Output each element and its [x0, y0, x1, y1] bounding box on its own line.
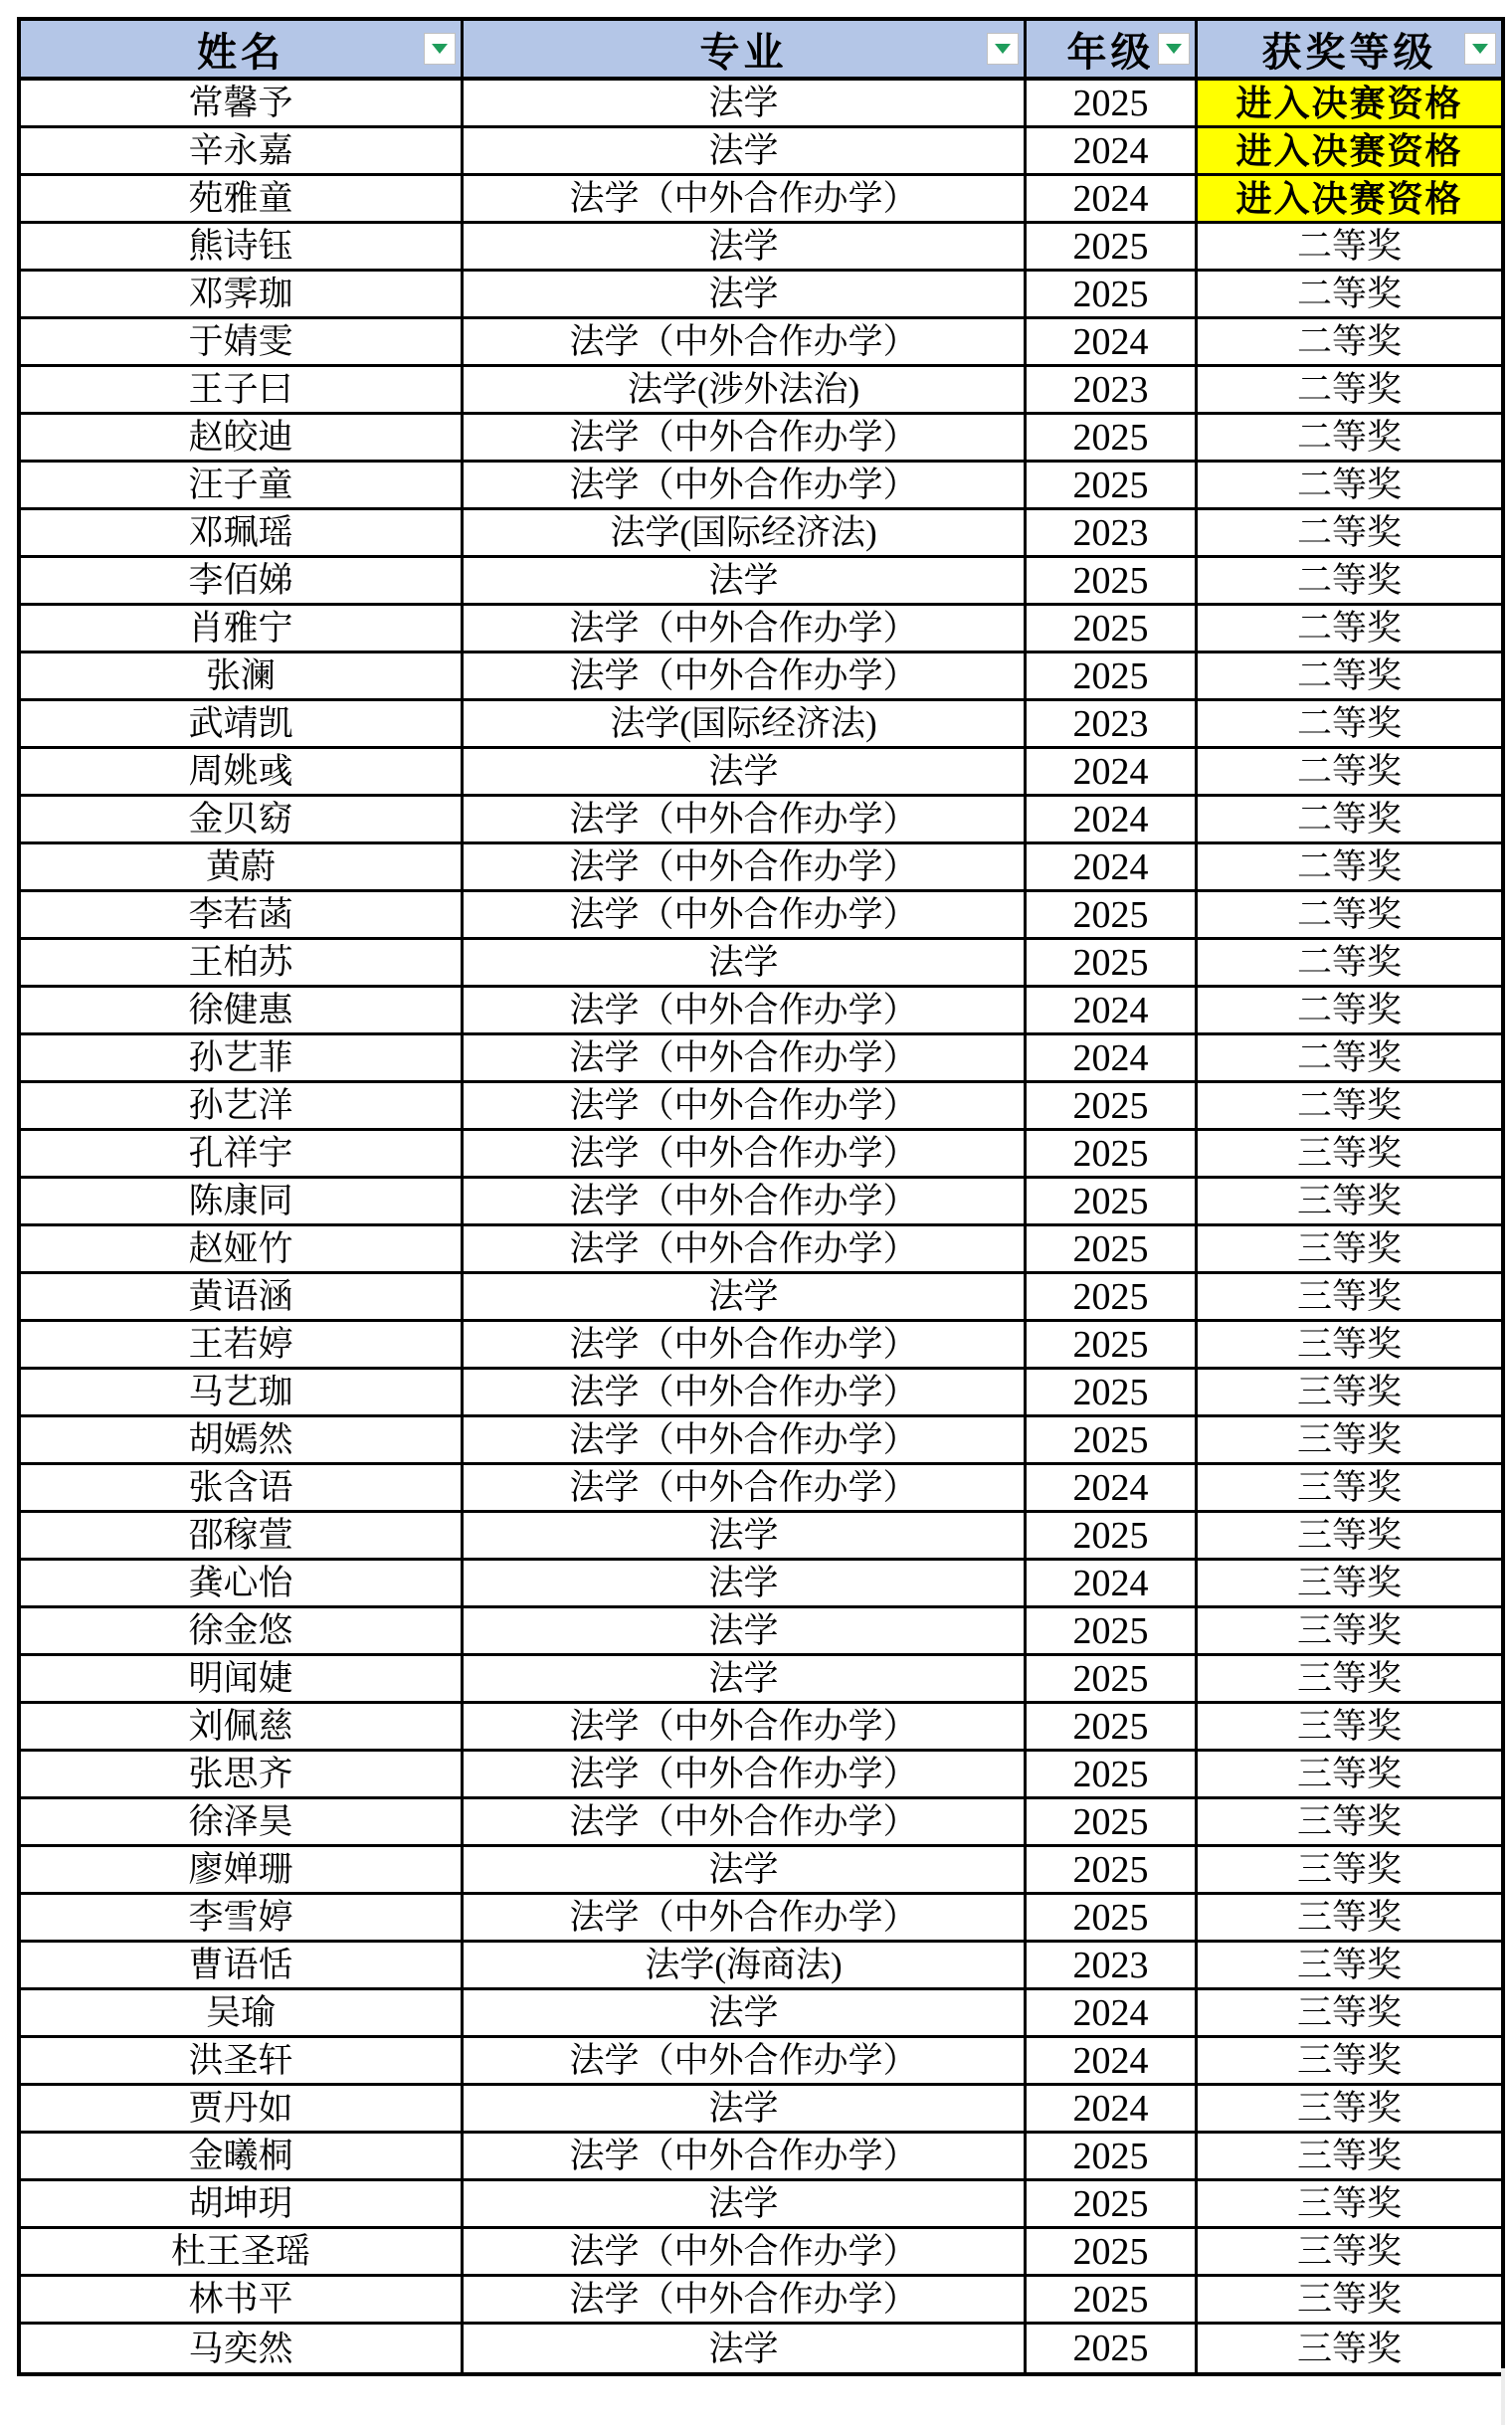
cell-major[interactable]: 法学（中外合作办学）: [464, 1895, 1027, 1940]
cell-major[interactable]: 法学（中外合作办学）: [464, 415, 1027, 460]
awards-table: [17, 17, 1505, 2376]
cell-major[interactable]: 法学: [464, 558, 1027, 603]
cell-major[interactable]: 法学（中外合作办学）: [464, 319, 1027, 364]
filter-dropdown-arrow-icon: [1472, 44, 1488, 54]
cell-name[interactable]: 廖婵珊: [21, 1847, 464, 1892]
cell-grade[interactable]: 2024: [1027, 1990, 1198, 2035]
cell-award[interactable]: 三等奖: [1296, 2089, 1402, 2128]
cell-award[interactable]: 三等奖: [1296, 1516, 1402, 1555]
cell-name[interactable]: 明闻婕: [21, 1656, 464, 1701]
table-row: [21, 558, 1501, 606]
cell-name[interactable]: 邓霁珈: [21, 272, 464, 316]
cell-major[interactable]: 法学: [464, 749, 1027, 794]
cell-grade[interactable]: 2024: [1027, 988, 1198, 1032]
cell-award[interactable]: 三等奖: [1296, 1325, 1402, 1364]
cell-grade[interactable]: 2025: [1027, 1799, 1198, 1844]
cell-name[interactable]: 黄语涵: [21, 1274, 464, 1319]
cell-award[interactable]: 二等奖: [1296, 275, 1402, 313]
cell-name[interactable]: 龚心怡: [21, 1561, 464, 1605]
cell-award[interactable]: 三等奖: [1296, 2329, 1402, 2368]
cell-grade[interactable]: 2025: [1027, 2134, 1198, 2178]
cell-grade[interactable]: 2025: [1027, 1417, 1198, 1462]
cell-major[interactable]: 法学（中外合作办学）: [464, 463, 1027, 507]
cell-grade[interactable]: 2024: [1027, 2086, 1198, 2131]
cell-major[interactable]: 法学: [464, 1608, 1027, 1653]
cell-award[interactable]: 二等奖: [1296, 609, 1402, 648]
cell-grade[interactable]: 2025: [1027, 2277, 1198, 2322]
cell-name[interactable]: 胡嫣然: [21, 1417, 464, 1462]
cell-name[interactable]: 徐金悠: [21, 1608, 464, 1653]
table-row: [21, 2181, 1501, 2229]
cell-grade[interactable]: 2025: [1027, 463, 1198, 507]
table-row: [21, 1895, 1501, 1943]
cell-name[interactable]: 熊诗钰: [21, 224, 464, 269]
cell-name[interactable]: 孙艺洋: [21, 1083, 464, 1128]
cell-grade[interactable]: 2024: [1027, 1465, 1198, 1510]
cell-major[interactable]: 法学: [464, 2325, 1027, 2372]
cell-award[interactable]: 三等奖: [1296, 1420, 1402, 1459]
cell-grade[interactable]: 2025: [1027, 272, 1198, 316]
cell-major[interactable]: 法学（中外合作办学）: [464, 844, 1027, 889]
cell-name[interactable]: 苑雅童: [21, 176, 464, 221]
cell-name[interactable]: 洪圣轩: [21, 2038, 464, 2083]
cell-award[interactable]: 三等奖: [1296, 1611, 1402, 1650]
table-row: [21, 1799, 1501, 1847]
table-row: [21, 1226, 1501, 1274]
cell-name[interactable]: 李若菡: [21, 892, 464, 937]
cell-major[interactable]: 法学: [464, 1990, 1027, 2035]
cell-name[interactable]: 王柏苏: [21, 940, 464, 985]
cell-grade[interactable]: 2025: [1027, 81, 1198, 125]
cell-major[interactable]: 法学（中外合作办学）: [464, 1035, 1027, 1080]
cell-award[interactable]: 三等奖: [1296, 1946, 1402, 1984]
cell-name[interactable]: 张澜: [21, 653, 464, 698]
table-row: [21, 2038, 1501, 2086]
cell-award[interactable]: 三等奖: [1296, 2280, 1402, 2319]
table-row: [21, 1035, 1501, 1083]
cell-grade[interactable]: 2025: [1027, 2229, 1198, 2274]
cell-award[interactable]: 三等奖: [1296, 1468, 1402, 1507]
cell-major[interactable]: 法学（中外合作办学）: [464, 2038, 1027, 2083]
cell-award[interactable]: 三等奖: [1296, 2041, 1402, 2080]
cell-grade[interactable]: 2024: [1027, 176, 1198, 221]
cell-major[interactable]: 法学（中外合作办学）: [464, 1752, 1027, 1796]
cell-award[interactable]: 二等奖: [1296, 370, 1402, 409]
cell-major[interactable]: 法学: [464, 81, 1027, 125]
cell-grade[interactable]: 2025: [1027, 415, 1198, 460]
filter-dropdown-button-major[interactable]: [987, 33, 1019, 65]
column-header-label: 年级: [1066, 30, 1155, 75]
filter-dropdown-button-grade[interactable]: [1158, 33, 1190, 65]
cell-grade[interactable]: 2024: [1027, 797, 1198, 841]
table-row: [21, 272, 1501, 319]
table-body: [21, 81, 1501, 2372]
table-row: [21, 1752, 1501, 1799]
cell-award[interactable]: 二等奖: [1296, 800, 1402, 839]
cell-name[interactable]: 刘佩慈: [21, 1704, 464, 1749]
table-row: [21, 892, 1501, 940]
cell-major[interactable]: 法学(国际经济法): [464, 510, 1027, 555]
cell-name[interactable]: 王若婷: [21, 1322, 464, 1367]
cell-major[interactable]: 法学(国际经济法): [464, 701, 1027, 746]
table-row: [21, 176, 1501, 224]
table-row: [21, 2134, 1501, 2181]
cell-grade[interactable]: 2025: [1027, 224, 1198, 269]
cell-award[interactable]: 三等奖: [1296, 1182, 1402, 1220]
table-row: [21, 1131, 1501, 1179]
cell-major[interactable]: 法学: [464, 1274, 1027, 1319]
cell-major[interactable]: 法学（中外合作办学）: [464, 1465, 1027, 1510]
cell-name[interactable]: 马奕然: [21, 2325, 464, 2372]
cell-name[interactable]: 肖雅宁: [21, 606, 464, 651]
cell-name[interactable]: 于婧雯: [21, 319, 464, 364]
cell-grade[interactable]: 2025: [1027, 940, 1198, 985]
table-row: [21, 988, 1501, 1035]
cell-name[interactable]: 汪子童: [21, 463, 464, 507]
cell-major[interactable]: 法学（中外合作办学）: [464, 1370, 1027, 1414]
cell-name[interactable]: 张思齐: [21, 1752, 464, 1796]
cell-grade[interactable]: 2024: [1027, 749, 1198, 794]
cell-award[interactable]: 三等奖: [1296, 1707, 1402, 1746]
cell-name[interactable]: 陈康同: [21, 1179, 464, 1223]
table-row: [21, 1704, 1501, 1752]
cell-award[interactable]: 三等奖: [1296, 1802, 1402, 1841]
cell-grade[interactable]: 2025: [1027, 1608, 1198, 1653]
table-row: [21, 940, 1501, 988]
cell-major[interactable]: 法学（中外合作办学）: [464, 1226, 1027, 1271]
column-header-label: 获奖等级: [1261, 30, 1437, 75]
cell-grade[interactable]: 2025: [1027, 2181, 1198, 2226]
cell-major[interactable]: 法学: [464, 1847, 1027, 1892]
cell-name[interactable]: 邓珮瑶: [21, 510, 464, 555]
cell-award[interactable]: 三等奖: [1296, 1755, 1402, 1793]
table-row: [21, 463, 1501, 510]
cell-major[interactable]: 法学: [464, 1656, 1027, 1701]
cell-grade[interactable]: 2025: [1027, 1656, 1198, 1701]
cell-award[interactable]: 二等奖: [1296, 322, 1402, 361]
cell-name[interactable]: 武靖凯: [21, 701, 464, 746]
cell-grade[interactable]: 2025: [1027, 558, 1198, 603]
filter-dropdown-arrow-icon: [995, 44, 1011, 54]
cell-name[interactable]: 辛永嘉: [21, 128, 464, 173]
cell-award[interactable]: 三等奖: [1296, 1659, 1402, 1698]
cell-name[interactable]: 周姚彧: [21, 749, 464, 794]
cell-grade[interactable]: 2025: [1027, 1322, 1198, 1367]
cell-name[interactable]: 赵皎迪: [21, 415, 464, 460]
cell-award[interactable]: 二等奖: [1296, 895, 1402, 934]
cell-major[interactable]: 法学: [464, 128, 1027, 173]
cell-major[interactable]: 法学（中外合作办学）: [464, 1417, 1027, 1462]
cell-major[interactable]: 法学: [464, 2086, 1027, 2131]
column-header-name[interactable]: [21, 21, 464, 77]
cell-name[interactable]: 曹语恬: [21, 1943, 464, 1987]
cell-major[interactable]: 法学（中外合作办学）: [464, 1083, 1027, 1128]
table-row: [21, 415, 1501, 463]
cell-major[interactable]: 法学: [464, 224, 1027, 269]
table-row: [21, 1322, 1501, 1370]
column-header-major[interactable]: [464, 21, 1027, 77]
cell-award[interactable]: 二等奖: [1296, 227, 1402, 266]
table-row: [21, 1179, 1501, 1226]
table-row: [21, 749, 1501, 797]
cell-major[interactable]: 法学（中外合作办学）: [464, 2277, 1027, 2322]
cell-major[interactable]: 法学: [464, 2181, 1027, 2226]
cell-name[interactable]: 常馨予: [21, 81, 464, 125]
table-row: [21, 1561, 1501, 1608]
cell-name[interactable]: 赵娅竹: [21, 1226, 464, 1271]
cell-grade[interactable]: 2024: [1027, 319, 1198, 364]
table-row: [21, 701, 1501, 749]
table-row: [21, 2086, 1501, 2134]
cell-award[interactable]: 二等奖: [1296, 847, 1402, 886]
cell-name[interactable]: 王子曰: [21, 367, 464, 412]
cell-grade[interactable]: 2025: [1027, 1370, 1198, 1414]
table-row: [21, 1513, 1501, 1561]
cell-grade[interactable]: 2025: [1027, 1083, 1198, 1128]
table-row: [21, 1465, 1501, 1513]
table-row: [21, 797, 1501, 844]
cell-grade[interactable]: 2024: [1027, 128, 1198, 173]
cell-award[interactable]: 三等奖: [1296, 2184, 1402, 2223]
table-row: [21, 1608, 1501, 1656]
cell-name[interactable]: 林书平: [21, 2277, 464, 2322]
cell-award[interactable]: 三等奖: [1296, 1229, 1402, 1268]
cell-grade[interactable]: 2025: [1027, 1752, 1198, 1796]
cell-grade[interactable]: 2023: [1027, 510, 1198, 555]
cell-name[interactable]: 李雪婷: [21, 1895, 464, 1940]
table-row: [21, 653, 1501, 701]
column-header-grade[interactable]: [1027, 21, 1198, 77]
filter-dropdown-arrow-icon: [432, 44, 448, 54]
cell-name[interactable]: 孔祥宇: [21, 1131, 464, 1176]
table-row: [21, 1417, 1501, 1465]
cell-grade[interactable]: 2023: [1027, 701, 1198, 746]
cell-major[interactable]: 法学（中外合作办学）: [464, 1322, 1027, 1367]
table-row: [21, 1990, 1501, 2038]
cell-award[interactable]: 二等奖: [1296, 752, 1402, 791]
cell-award[interactable]: 二等奖: [1296, 418, 1402, 457]
filter-dropdown-arrow-icon: [1166, 44, 1182, 54]
cell-major[interactable]: 法学(海商法): [464, 1943, 1027, 1987]
table-row: [21, 2277, 1501, 2325]
cell-award[interactable]: 二等奖: [1296, 513, 1402, 552]
cell-major[interactable]: 法学（中外合作办学）: [464, 988, 1027, 1032]
table-row: [21, 1847, 1501, 1895]
gridline-artifact: [1501, 2368, 1505, 2425]
cell-award[interactable]: 二等奖: [1296, 656, 1402, 695]
cell-major[interactable]: 法学（中外合作办学）: [464, 606, 1027, 651]
cell-name[interactable]: 杜王圣瑶: [21, 2229, 464, 2274]
cell-major[interactable]: 法学（中外合作办学）: [464, 1179, 1027, 1223]
cell-name[interactable]: 吴瑜: [21, 1990, 464, 2035]
column-header-label: 专业: [699, 30, 788, 75]
table-row: [21, 1656, 1501, 1704]
cell-award[interactable]: 三等奖: [1296, 1373, 1402, 1411]
cell-award[interactable]: 三等奖: [1296, 1993, 1402, 2032]
cell-grade[interactable]: 2024: [1027, 1561, 1198, 1605]
cell-award[interactable]: 二等奖: [1296, 1086, 1402, 1125]
cell-grade[interactable]: 2025: [1027, 653, 1198, 698]
table-row: [21, 2229, 1501, 2277]
cell-award[interactable]: 三等奖: [1296, 2137, 1402, 2175]
cell-name[interactable]: 李佰娣: [21, 558, 464, 603]
table-row: [21, 224, 1501, 272]
cell-name[interactable]: 金贝窈: [21, 797, 464, 841]
table-row: [21, 81, 1501, 128]
cell-grade[interactable]: 2023: [1027, 367, 1198, 412]
cell-award[interactable]: 三等奖: [1296, 2232, 1402, 2271]
cell-award[interactable]: 二等奖: [1296, 704, 1402, 743]
table-row: [21, 1274, 1501, 1322]
cell-grade[interactable]: 2024: [1027, 844, 1198, 889]
cell-grade[interactable]: 2023: [1027, 1943, 1198, 1987]
cell-major[interactable]: 法学（中外合作办学）: [464, 2229, 1027, 2274]
table-header-row: [21, 21, 1501, 81]
cell-name[interactable]: 胡坤玥: [21, 2181, 464, 2226]
cell-name[interactable]: 徐泽昊: [21, 1799, 464, 1844]
cell-grade[interactable]: 2025: [1027, 1847, 1198, 1892]
table-row: [21, 2325, 1501, 2372]
cell-major[interactable]: 法学(涉外法治): [464, 367, 1027, 412]
cell-grade[interactable]: 2025: [1027, 1226, 1198, 1271]
cell-major[interactable]: 法学（中外合作办学）: [464, 2134, 1027, 2178]
table-row: [21, 844, 1501, 892]
column-header-label: 姓名: [197, 30, 284, 75]
cell-major[interactable]: 法学: [464, 1513, 1027, 1558]
cell-name[interactable]: 金曦桐: [21, 2134, 464, 2178]
cell-award[interactable]: 进入决赛资格: [1198, 176, 1501, 221]
cell-award[interactable]: 二等奖: [1296, 466, 1402, 504]
cell-grade[interactable]: 2025: [1027, 1513, 1198, 1558]
filter-dropdown-button-award[interactable]: [1464, 33, 1496, 65]
cell-award[interactable]: 三等奖: [1296, 1134, 1402, 1173]
cell-award[interactable]: 三等奖: [1296, 1277, 1402, 1316]
cell-name[interactable]: 黄蔚: [21, 844, 464, 889]
cell-name[interactable]: 徐健惠: [21, 988, 464, 1032]
cell-major[interactable]: 法学（中外合作办学）: [464, 176, 1027, 221]
cell-award[interactable]: 三等奖: [1296, 1850, 1402, 1889]
cell-name[interactable]: 张含语: [21, 1465, 464, 1510]
table-row: [21, 128, 1501, 176]
cell-major[interactable]: 法学（中外合作办学）: [464, 653, 1027, 698]
cell-award[interactable]: 三等奖: [1296, 1898, 1402, 1937]
cell-major[interactable]: 法学: [464, 1561, 1027, 1605]
cell-major[interactable]: 法学（中外合作办学）: [464, 1704, 1027, 1749]
cell-award[interactable]: 二等奖: [1296, 1038, 1402, 1077]
cell-award[interactable]: 进入决赛资格: [1198, 128, 1501, 173]
table-row: [21, 367, 1501, 415]
cell-name[interactable]: 马艺珈: [21, 1370, 464, 1414]
cell-grade[interactable]: 2025: [1027, 1274, 1198, 1319]
cell-grade[interactable]: 2025: [1027, 1131, 1198, 1176]
cell-name[interactable]: 邵稼萱: [21, 1513, 464, 1558]
cell-name[interactable]: 孙艺菲: [21, 1035, 464, 1080]
table-row: [21, 319, 1501, 367]
cell-major[interactable]: 法学（中外合作办学）: [464, 892, 1027, 937]
cell-grade[interactable]: 2024: [1027, 2038, 1198, 2083]
cell-major[interactable]: 法学（中外合作办学）: [464, 1799, 1027, 1844]
table-row: [21, 1370, 1501, 1417]
table-row: [21, 1083, 1501, 1131]
cell-award[interactable]: 进入决赛资格: [1198, 81, 1501, 125]
table-row: [21, 606, 1501, 653]
cell-major[interactable]: 法学: [464, 272, 1027, 316]
cell-award[interactable]: 二等奖: [1296, 943, 1402, 982]
table-row: [21, 1943, 1501, 1990]
cell-name[interactable]: 贾丹如: [21, 2086, 464, 2131]
cell-grade[interactable]: 2025: [1027, 892, 1198, 937]
cell-award[interactable]: 二等奖: [1296, 561, 1402, 600]
cell-grade[interactable]: 2025: [1027, 606, 1198, 651]
cell-award[interactable]: 二等奖: [1296, 991, 1402, 1029]
cell-award[interactable]: 三等奖: [1296, 1564, 1402, 1602]
cell-major[interactable]: 法学（中外合作办学）: [464, 1131, 1027, 1176]
column-header-award[interactable]: [1198, 21, 1501, 77]
cell-grade[interactable]: 2024: [1027, 1035, 1198, 1080]
cell-grade[interactable]: 2025: [1027, 1704, 1198, 1749]
filter-dropdown-button-name[interactable]: [424, 33, 456, 65]
cell-grade[interactable]: 2025: [1027, 1179, 1198, 1223]
cell-grade[interactable]: 2025: [1027, 1895, 1198, 1940]
table-row: [21, 510, 1501, 558]
cell-grade[interactable]: 2025: [1027, 2325, 1198, 2372]
cell-major[interactable]: 法学（中外合作办学）: [464, 797, 1027, 841]
cell-major[interactable]: 法学: [464, 940, 1027, 985]
